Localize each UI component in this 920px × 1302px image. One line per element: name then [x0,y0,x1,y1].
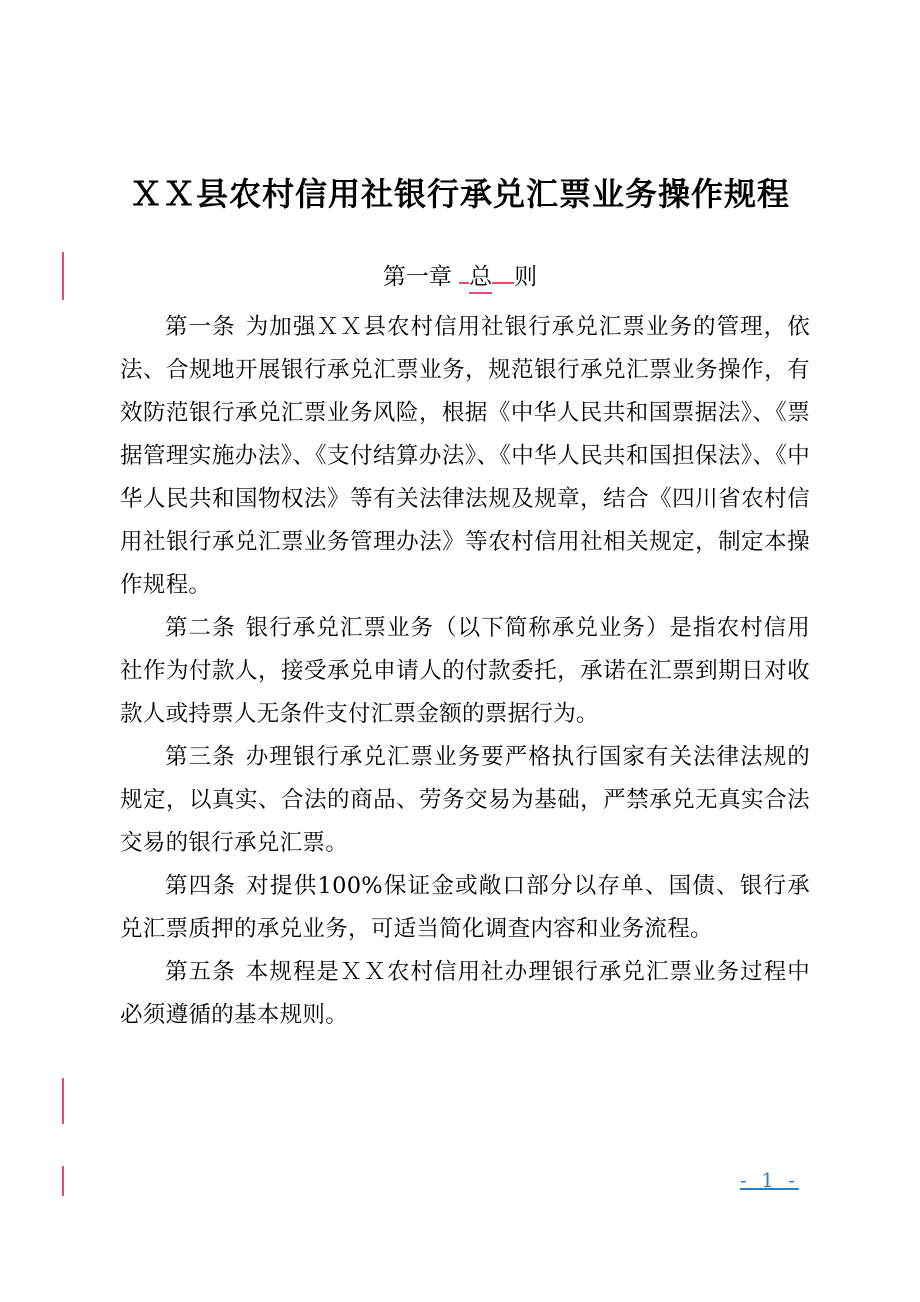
article-text: 银行承兑汇票业务（以下简称承兑业务）是指农村信用社作为付款人，接受承兑申请人的付款委托，承诺在汇票到期日对收款人或持票人无条件支付汇票金额的票据行为。 [120,615,810,727]
chapter-word-rules: 则 [514,264,538,290]
article-paragraph [120,736,810,865]
article-number: 第五条 [165,959,236,985]
article-text: 本规程是ＸＸ农村信用社办理银行承兑汇票业务过程中必须遵循的基本规则。 [120,959,810,1028]
chapter-word-general: 总 [469,262,492,294]
document-title: ＸＸ县农村信用社银行承兑汇票业务操作规程 [129,175,790,213]
article-text: 办理银行承兑汇票业务要严格执行国家有关法律法规的规定，以真实、合法的商品、劳务交易为基础，严禁承兑无真实合法交易的银行承兑汇票。 [120,744,810,856]
article-text: 对提供100%保证金或敞口部分以存单、国债、银行承兑汇票质押的承兑业务，可适当简化调查内容和业务流程。 [120,873,810,942]
document-body [120,306,810,1037]
article-paragraph [120,951,810,1037]
chapter-heading [60,256,860,298]
chapter-underline-gap [492,256,514,284]
article-number: 第二条 [165,615,236,641]
chapter-underline-gap [459,256,469,284]
article-number: 第一条 [165,314,236,340]
article-paragraph [120,306,810,607]
article-number: 第四条 [165,873,237,899]
chapter-number: 第一章 [382,264,452,290]
page-number: - 1 - [740,1168,799,1192]
article-paragraph [120,865,810,951]
article-text: 为加强ＸＸ县农村信用社银行承兑汇票业务的管理，依法、合规地开展银行承兑汇票业务，规范银行承兑汇票业务操作，有效防范银行承兑汇票业务风险，根据《中华人民共和国票据法》、《票据管理实施办法》、《支付结算办法》、《中华人民共和国担保法》、《中华人民共和国物权法》等有关法律法规及规章，结合《四川省农村信用社银行承兑汇票业务管理办法》等农村信用社相关规定，制定本操作规程。 [120,314,810,598]
article-number: 第三条 [165,744,236,770]
margin-revision-mark [62,1166,64,1196]
margin-revision-mark [62,1078,64,1124]
article-paragraph [120,607,810,736]
